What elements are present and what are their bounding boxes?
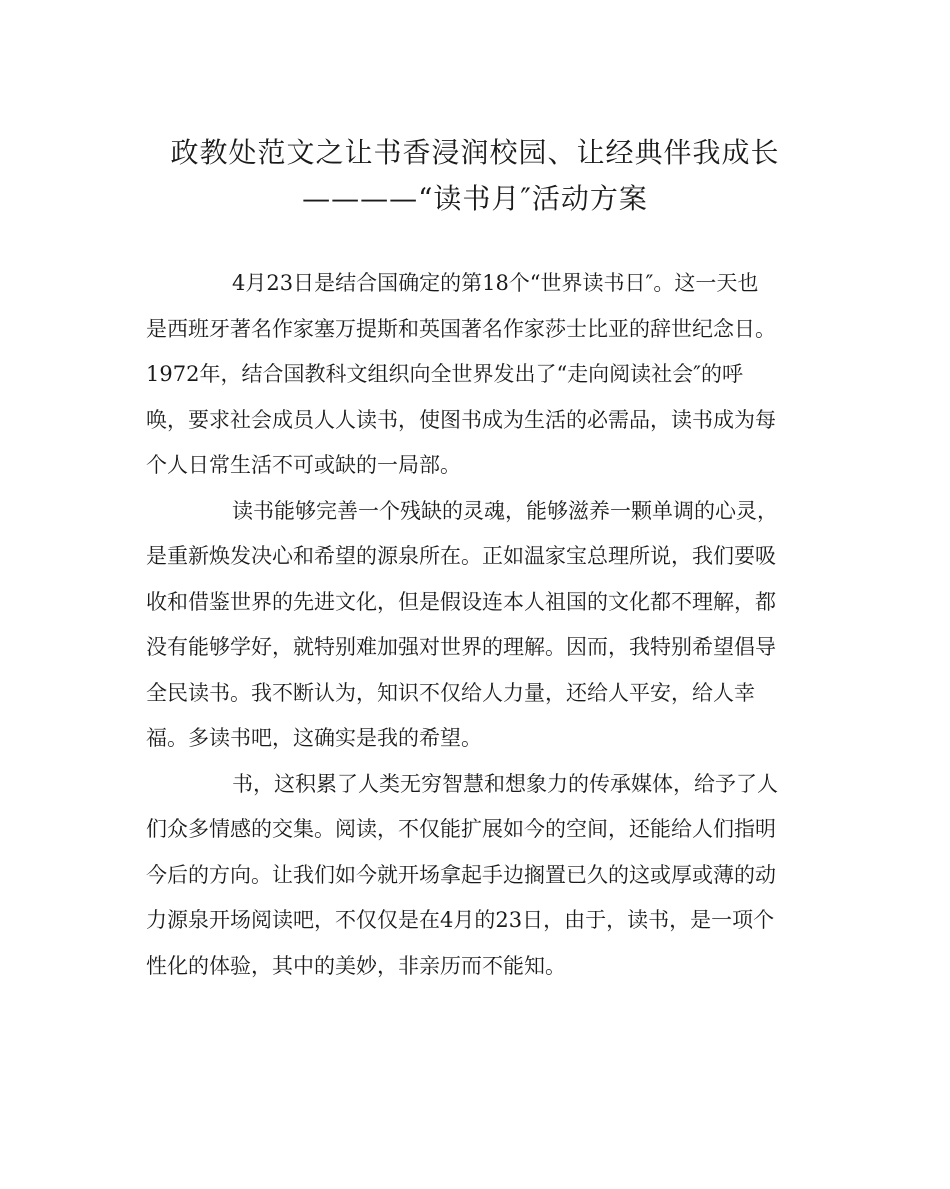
paragraph-line: 是重新焕发决心和希望的源泉所在。正如温家宝总理所说，我们要吸 (146, 544, 776, 568)
paragraph-line: 收和借鉴世界的先进文化，但是假设连本人祖国的文化都不理解，都 (146, 589, 776, 614)
paragraph-line: 4月23日是结合国确定的第18个“世界读书日″。这一天也 (232, 271, 759, 295)
paragraph-line: 个人日常生活不可或缺的一局部。 (146, 453, 461, 477)
paragraph-line: 力源泉开场阅读吧，不仅仅是在4月的23日，由于，读书，是一项个 (146, 908, 775, 932)
paragraph-3 (146, 762, 816, 990)
paragraph-line: 1972年，结合国教科文组织向全世界发出了“走向阅读社会″的呼 (146, 362, 744, 386)
paragraph-1 (146, 261, 816, 489)
paragraph-line: 今后的方向。让我们如今就开场拿起手边搁置已久的这或厚或薄的动 (146, 862, 776, 887)
paragraph-line: 们众多情感的交集。阅读，不仅能扩展如今的空间，还能给人们指明 (146, 817, 776, 841)
document-body (146, 261, 816, 989)
title-line-2: ————“读书月″活动方案 (302, 182, 648, 215)
paragraph-line: 没有能够学好，就特别难加强对世界的理解。因而，我特别希望倡导 (146, 635, 776, 659)
paragraph-line: 全民读书。我不断认为，知识不仅给人力量，还给人平安，给人幸 (146, 680, 755, 705)
title-line-1: 政教处范文之让书香浸润校园、让经典伴我成长 (170, 136, 780, 169)
paragraph-line: 性化的体验，其中的美妙，非亲历而不能知。 (146, 953, 566, 978)
paragraph-line: 唤，要求社会成员人人读书，使图书成为生活的必需品，读书成为每 (146, 407, 776, 432)
paragraph-2 (146, 489, 816, 762)
paragraph-line: 书，这积累了人类无穷智慧和想象力的传承媒体，给予了人 (232, 771, 778, 796)
document-title (0, 130, 950, 222)
paragraph-line: 是西班牙著名作家塞万提斯和英国著名作家莎士比亚的辞世纪念日。 (146, 316, 776, 341)
paragraph-line: 福。多读书吧，这确实是我的希望。 (146, 726, 482, 750)
paragraph-line: 读书能够完善一个残缺的灵魂，能够滋养一颗单调的心灵， (232, 498, 778, 523)
